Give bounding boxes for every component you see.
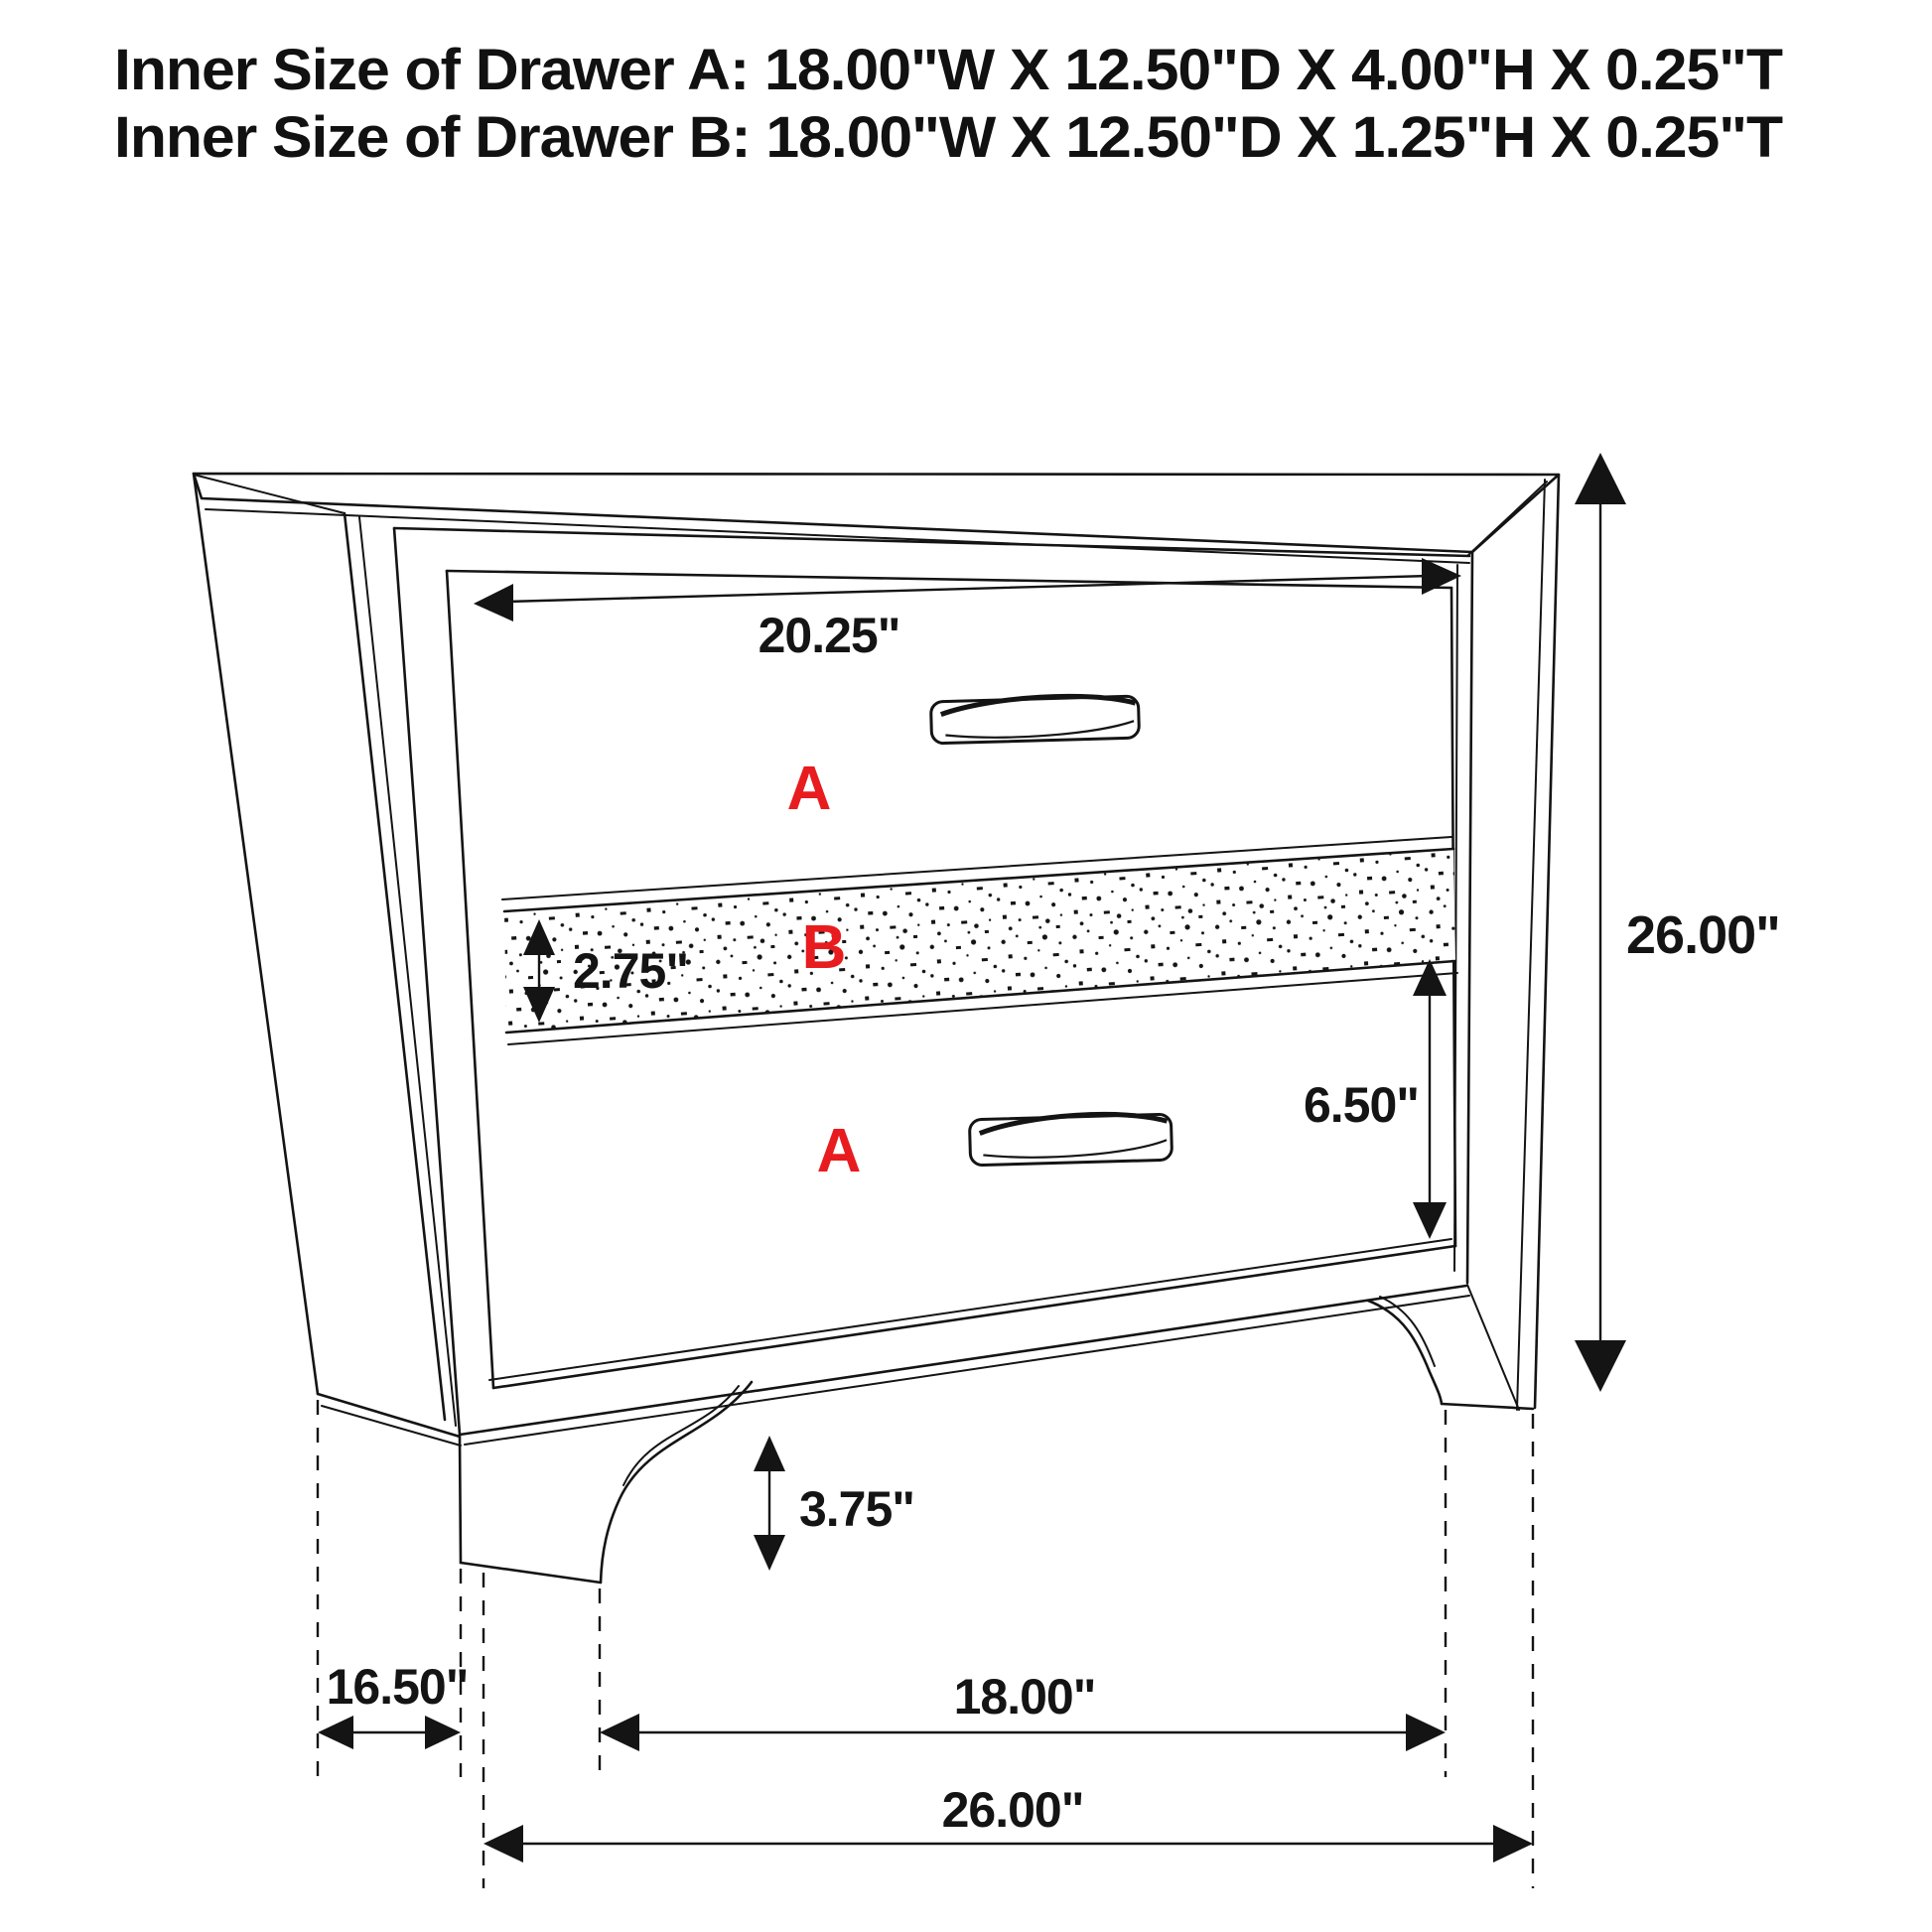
dimension-bottom-drawer-height [1304,959,1447,1239]
dimension-foot-height [754,1436,914,1571]
drawer-handle-top [930,694,1139,744]
dim-label-overall-height: 26.00" [1626,905,1780,965]
label-drawer-a-top: A [786,755,832,823]
dim-label-overall-width: 26.00" [941,1782,1084,1838]
right-back-edge [1467,475,1559,1410]
top-panel [194,474,1559,563]
dim-label-middle-drawer-height: 2.75" [573,943,689,999]
glitter-band [502,837,1457,1044]
left-side-panel [194,474,461,1446]
dimension-overall-height [1575,453,1780,1392]
drawer-handle-bottom [969,1112,1172,1165]
extension-lines [318,1400,1533,1888]
dim-label-drawer-opening-width: 20.25" [758,608,900,663]
title-line-2: Inner Size of Drawer B: 18.00"W X 12.50"D X 1.25"H X 0.25"T [114,105,1783,170]
label-drawer-b-middle: B [801,913,847,982]
label-drawer-a-bottom: A [816,1117,862,1185]
dim-label-foot-height: 3.75" [798,1481,915,1537]
base-and-feet [460,1297,1533,1583]
title-line-1: Inner Size of Drawer A: 18.00"W X 12.50"D X 4.00"H X 0.25"T [114,38,1783,102]
dim-label-inner-width: 18.00" [953,1669,1096,1725]
dim-label-bottom-drawer-height: 6.50" [1303,1077,1420,1133]
title [114,38,1783,170]
dim-label-side-depth: 16.50" [326,1659,469,1715]
dimension-overall-width [483,1782,1533,1863]
dimension-side-depth [318,1659,468,1749]
dimension-inner-width [600,1669,1446,1751]
